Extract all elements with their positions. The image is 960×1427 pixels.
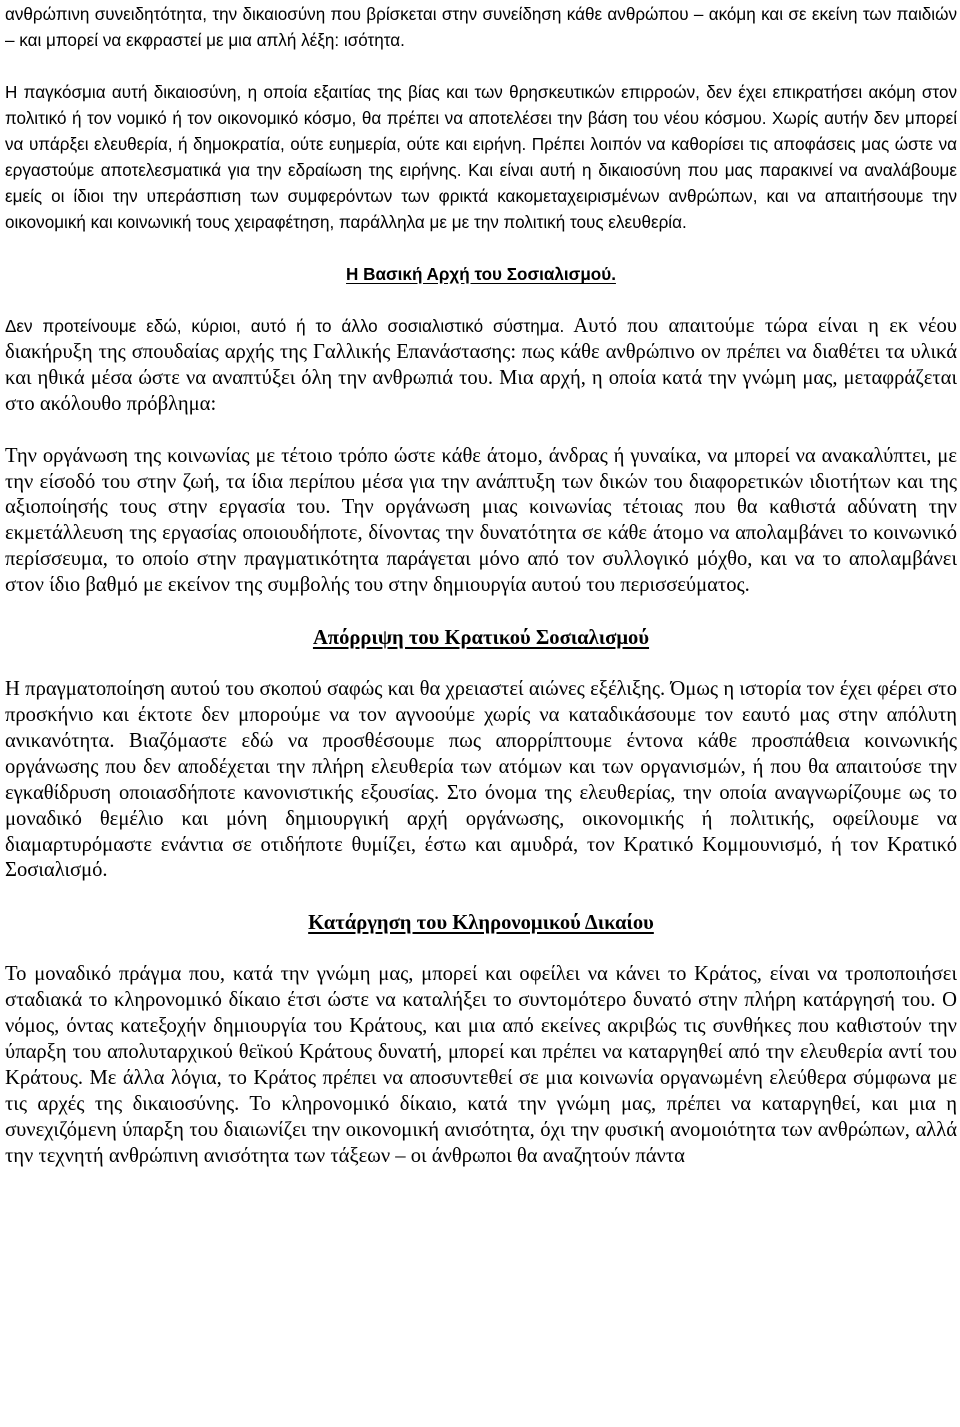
heading-abolition-of-inheritance-law: Κατάργηση του Κληρονομικού Δικαίου [308,912,654,935]
paragraph-no-system-proposed-part-2: Αυτό που απαιτούμε τώρα είναι η εκ νέου διακήρυξη της σπουδαίας αρχής της Γαλλικής Επανάστασης: πως κάθε ανθρώπινο ον πρέπει να διαθέτει τα υλικά και ηθικά μέσα ώστε να αναπτύξει όλη την ανθρωπιά του. Μια αρχή, η οποία κατά την γνώμη μας, μεταφράζεται στο ακόλουθο πρόβλημα: [5,315,957,415]
paragraph-intro-continued: ανθρώπινη συνειδητότητα, την δικαιοσύνη που βρίσκεται στην συνείδηση κάθε ανθρώπου – ακόμη και σε εκείνη των παιδιών – και μπορεί να εκφραστεί με μια απλή λέξη: ισότητα. [5,5,957,50]
paragraph-rejection-of-state-socialism: Η πραγματοποίηση αυτού του σκοπού σαφώς και θα χρειαστεί αιώνες εξέλιξης. Όμως η ιστορία τον έχει φέρει στο προσκήνιο και έκτοτε δεν μπορούμε να τον αγνοούμε χωρίς να καταδικάσουμε τον εαυτό μας στην απόλυτη ανικανότητα. Βιαζόμαστε εδώ να προσθέσουμε πως απορρίπτουμε έντονα κάθε προσπάθεια κοινωνικής οργάνωσης που δεν αποδέχεται την πλήρη ελευθερία των ατόμων και των οργανισμών, ή που θα απαιτούσε την εγκαθίδρυση οποιασδήποτε κανονιστικής εξουσίας. Στο όνομα της ελευθερίας, την οποία αναγνωρίζουμε ως το μοναδικό θεμέλιο και μόνη δημιουργική αρχή οργάνωσης, οικονομικής ή πολιτικής, οφείλουμε να διαμαρτυρόμαστε ενάντια σε οτιδήποτε θυμίζει, έστω και αμυδρά, τον Κρατικό Κομμουνισμό, ή τον Κρατικό Σοσιαλισμό. [5,678,957,882]
paragraph-abolition-of-inheritance-law: Το μοναδικό πράγμα που, κατά την γνώμη μας, μπορεί και οφείλει να κάνει το Κράτος, είναι να τροποποιήσει σταδιακά το κληρονομικό δίκαιο έτσι ώστε να καταλήξει το συντομότερο δυνατό στην πλήρη κατάργησή του. Ο νόμος, όντας κατεξοχήν δημιουργία του Κράτους, και μια από εκείνες ακριβώς τις συνθήκες που καθιστούν την ύπαρξη του απολυταρχικού θεϊκού Κράτους δυνατή, μπορεί και πρέπει να καταργηθεί από την ελευθερία αντί του Κράτους. Με άλλα λόγια, το Κράτος πρέπει να αποσυντεθεί σε μια κοινωνία οργανωμένη ελεύθερα σύμφωνα με τις αρχές της δικαιοσύνης. Το κληρονομικό δίκαιο, κατά την γνώμη μας, πρέπει να καταργηθεί, και μια η συνεχιζόμενη ύπαρξη του διαιωνίζει την οικονομική ανισότητα, όχι την φυσική ανομοιότητα των ανθρώπων, αλλά την τεχνητή ανθρώπινη ανισότητα των τάξεων – οι άνθρωποι θα αναζητούν πάντα [5,963,957,1167]
paragraph-universal-justice-part-1: Η παγκόσμια αυτή δικαιοσύνη, η οποία εξαιτίας της βίας και των θρησκευτικών επιρροών, δεν έχει επικρατήσει ακόμη στον πολιτικό ή τον νομικό ή τον οικονομικό κόσμο, θα πρέπει να αποτελέσει την βάση του νέου κόσμου. Χωρίς αυτήν δεν μπορεί να υπάρξει ελευθερία, ή δημοκρατία, ούτε ευημερία, ούτε και ειρήνη. Πρέπει λοιπόν να καθορίσει τις αποφάσεις μας ώστε να εργαστούμε αποτελεσματικά για την εδραίωση της ειρήνης. [5,83,957,180]
paragraph-universal-justice [5,80,957,236]
document-page [5,2,957,1170]
heading-rejection-of-state-socialism: Απόρριψη του Κρατικού Σοσιαλισμού [312,627,650,650]
paragraph-no-system-proposed [5,314,957,418]
heading-basic-principle-of-socialism: Η Βασική Αρχή του Σοσιαλισμού. [346,265,616,284]
paragraph-universal-justice-part-2: Και είναι αυτή η δικαιοσύνη που μας παρακινεί να αναλάβουμε εμείς οι ίδιοι την υπεράσπιση των συμφερόντων των φρικτά κακομεταχειρισμένων ανθρώπων, και να απαιτήσουμε την οικονομική και κοινωνική τους χειραφέτηση, παράλληλα με με την πολιτική τους ελευθερία. [5,161,958,232]
paragraph-organization-of-society: Την οργάνωση της κοινωνίας με τέτοιο τρόπο ώστε κάθε άτομο, άνδρας ή γυναίκα, να μπορεί να ανακαλύπτει, με την είσοδό του στην ζωή, τα ίδια περίπου μέσα για την ανάπτυξη των δικών του διαφορετικών ιδιοτήτων και της αξιοποίησής τους στην εργασία του. Την οργάνωση μιας κοινωνίας τέτοιας που θα καθιστά αδύνατη την εκμετάλλευση της εργασίας οποιουδήποτε, δίνοντας την δυνατότητα σε κάθε άτομο να απολαμβάνει το κοινωνικό περίσσευμα, το οποίο στην πραγματικότητα παράγεται μόνο από τον συλλογικό μόχθο, και να το απολαμβάνει στον ίδιο βαθμό με εκείνον της συμβολής του στην δημιουργία αυτού του περισσεύματος. [5,444,957,597]
paragraph-no-system-proposed-part-1: Δεν προτείνουμε εδώ, κύριοι, αυτό ή το άλλο σοσιαλιστικό σύστημα. [5,317,565,336]
